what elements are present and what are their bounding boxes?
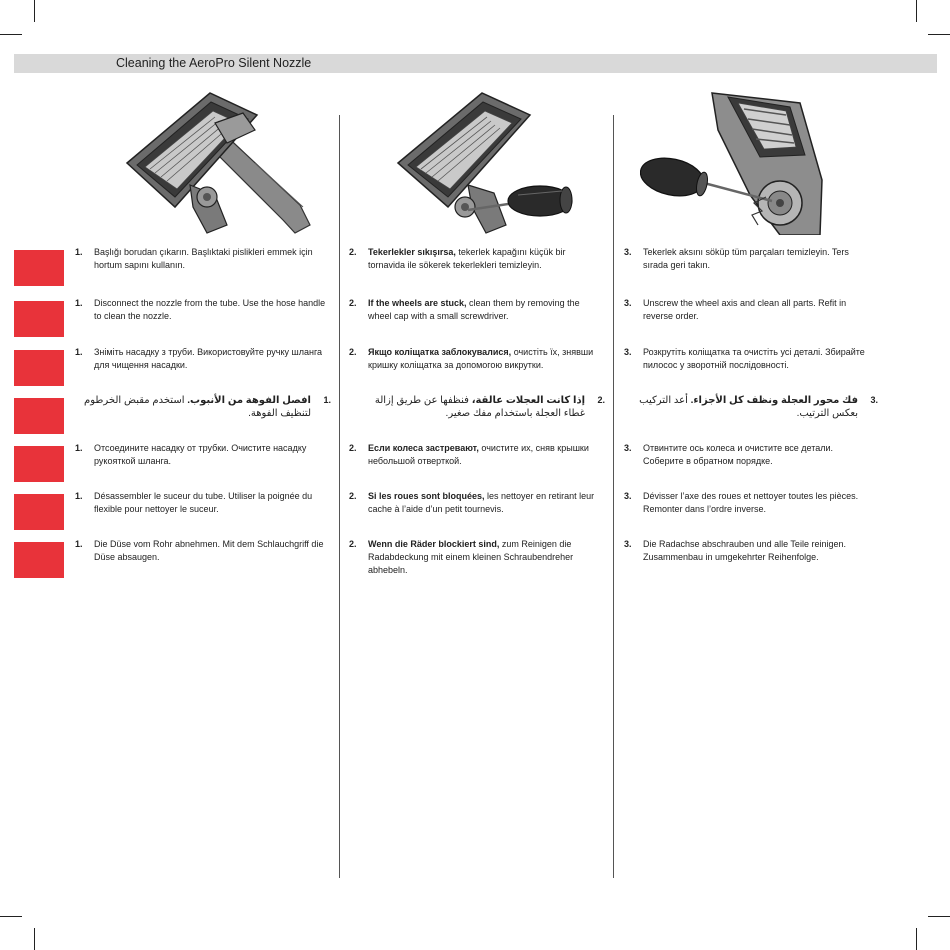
step-number: 2. (349, 298, 357, 308)
step-body: tekerlek kapağını küçük bir tornavida ile sökerek tekerlekleri temizleyin. (368, 247, 566, 270)
instruction-step-fr-1 (75, 490, 330, 530)
step-number: 3. (624, 347, 632, 357)
step-body: clean them by removing the wheel cap with a small screwdriver. (368, 298, 580, 321)
step-body: Désassembler le suceur du tube. Utiliser la poignée du flexible pour nettoyer le suceur. (94, 491, 313, 514)
step-body: zum Reinigen die Radabdeckung mit einem kleinen Schraubendreher abhebeln. (368, 539, 574, 575)
step-number: 1. (75, 298, 83, 308)
instruction-step-ru-2 (349, 442, 604, 482)
step-body: Отвинтите ось колеса и очистите все детали. Соберите в обратном порядке. (643, 443, 834, 466)
nozzle-detach-illustration (115, 85, 315, 235)
instruction-step-uk-2 (349, 346, 604, 386)
language-marker-ar (14, 398, 64, 434)
step-text (94, 442, 327, 468)
page-title: Cleaning the AeroPro Silent Nozzle (116, 56, 312, 70)
step-number: 2. (349, 491, 357, 501)
step-emphasis: Wenn die Räder blockiert sind, (368, 539, 500, 549)
step-body: Die Düse vom Rohr abnehmen. Mit dem Schlauchgriff die Düse absaugen. (94, 539, 324, 562)
instruction-step-en-2 (349, 297, 604, 337)
step-text (643, 346, 866, 372)
crop-mark (34, 928, 35, 950)
step-body: استخدم مقبض الخرطوم لتنظيف الفوهة. (84, 395, 311, 419)
step-body: أعد التركيب بعكس الترتيب. (639, 395, 858, 419)
step-emphasis: Якщо коліщатка заблокувалися, (368, 347, 512, 357)
crop-mark (0, 34, 22, 35)
title-bar (14, 54, 937, 73)
step-text (352, 394, 585, 420)
step-body: очистіть їх, знявши кришку коліщатка за допомогою викрутки. (368, 347, 594, 370)
instruction-step-uk-1 (75, 346, 330, 386)
language-marker-tr (14, 250, 64, 286)
instruction-step-ar-1 (76, 394, 331, 434)
crop-mark (916, 928, 917, 950)
step-body: les nettoyer en retirant leur cache à l’aide d’un petit tournevis. (368, 491, 595, 514)
step-number: 3. (624, 247, 632, 257)
step-text (94, 538, 327, 564)
step-body: Отсоедините насадку от трубки. Очистите насадку рукояткой шланга. (94, 443, 307, 466)
step-number: 3. (624, 443, 632, 453)
step-text (94, 246, 327, 272)
step-number: 1. (75, 247, 83, 257)
step-text (78, 394, 311, 420)
column-divider (339, 115, 340, 878)
step-text (94, 346, 327, 372)
step-text (368, 246, 601, 272)
step-body: Unscrew the wheel axis and clean all parts. Refit in reverse order. (643, 298, 847, 321)
language-marker-de (14, 542, 64, 578)
instruction-step-de-1 (75, 538, 330, 578)
crop-mark (916, 0, 917, 22)
step-number: 3. (624, 491, 632, 501)
instruction-step-tr-3 (624, 246, 869, 286)
step-number: .2 (597, 395, 605, 405)
step-number: 1. (75, 347, 83, 357)
step-number: 2. (349, 539, 357, 549)
step-text (643, 297, 866, 323)
step-text (94, 297, 327, 323)
step-body: Зніміть насадку з труби. Використовуйте ручку шланга для чищення насадки. (94, 347, 323, 370)
step-number: 2. (349, 347, 357, 357)
instruction-step-tr-2 (349, 246, 604, 286)
instruction-step-de-2 (349, 538, 604, 578)
step-number: 1. (75, 443, 83, 453)
step-emphasis: Если колеса застревают, (368, 443, 479, 453)
step-body: Розкрутіть коліщатка та очистіть усі деталі. Збирайте пилосос у зворотній послідовності. (643, 347, 865, 370)
language-marker-uk (14, 350, 64, 386)
instruction-step-fr-3 (624, 490, 869, 530)
step-number: .3 (870, 395, 878, 405)
step-number: 3. (624, 298, 632, 308)
step-text (643, 246, 866, 272)
instruction-step-ar-3 (633, 394, 878, 434)
language-marker-en (14, 301, 64, 337)
step-text (368, 442, 601, 468)
instruction-step-en-3 (624, 297, 869, 337)
step-number: 1. (75, 539, 83, 549)
instruction-step-tr-1 (75, 246, 330, 286)
instruction-step-ru-3 (624, 442, 869, 482)
step-number: 2. (349, 247, 357, 257)
step-emphasis: Si les roues sont bloquées, (368, 491, 485, 501)
step-text (368, 490, 601, 516)
instruction-step-de-3 (624, 538, 869, 578)
step-number: 2. (349, 443, 357, 453)
instruction-step-en-1 (75, 297, 330, 337)
step-body: Tekerlek aksını söküp tüm parçaları temizleyin. Ters sırada geri takın. (643, 247, 849, 270)
instruction-step-ar-2 (350, 394, 605, 434)
crop-mark (34, 0, 35, 22)
step-body: فنظفها عن طريق إزالة غطاء العجلة باستخدام مفك صغير. (374, 395, 585, 419)
step-number: 3. (624, 539, 632, 549)
language-marker-ru (14, 446, 64, 482)
step-text (635, 394, 858, 420)
step-text (643, 490, 866, 516)
step-body: Die Radachse abschrauben und alle Teile reinigen. Zusammenbau in umgekehrter Reihenfolge. (643, 539, 846, 562)
instruction-step-fr-2 (349, 490, 604, 530)
step-body: очистите их, сняв крышки небольшой отверткой. (368, 443, 589, 466)
crop-mark (928, 916, 950, 917)
wheel-axis-screwdriver-illustration (640, 85, 840, 235)
step-body: Başlığı borudan çıkarın. Başlıktaki pislikleri emmek için hortum sapını kullanın. (94, 247, 313, 270)
step-text (643, 442, 866, 468)
step-text (94, 490, 327, 516)
step-body: Disconnect the nozzle from the tube. Use the hose handle to clean the nozzle. (94, 298, 326, 321)
step-text (368, 346, 601, 372)
step-emphasis: افصل الفوهة من الأنبوب. (187, 395, 311, 406)
step-number: .1 (323, 395, 331, 405)
crop-mark (0, 916, 22, 917)
step-text (368, 297, 601, 323)
instruction-step-uk-3 (624, 346, 869, 386)
screwdriver-wheel-cap-illustration (390, 85, 590, 235)
step-emphasis: If the wheels are stuck, (368, 298, 467, 308)
column-divider (613, 115, 614, 878)
step-emphasis: إذا كانت العجلات عالقة، (471, 395, 585, 406)
step-emphasis: Tekerlekler sıkışırsa, (368, 247, 456, 257)
step-text (368, 538, 601, 577)
language-marker-fr (14, 494, 64, 530)
crop-mark (928, 34, 950, 35)
step-emphasis: فك محور العجلة ونظف كل الأجزاء. (690, 395, 858, 406)
step-number: 1. (75, 491, 83, 501)
instruction-step-ru-1 (75, 442, 330, 482)
step-text (643, 538, 866, 564)
step-body: Dévisser l’axe des roues et nettoyer toutes les pièces. Remonter dans l’ordre inverse. (643, 491, 859, 514)
